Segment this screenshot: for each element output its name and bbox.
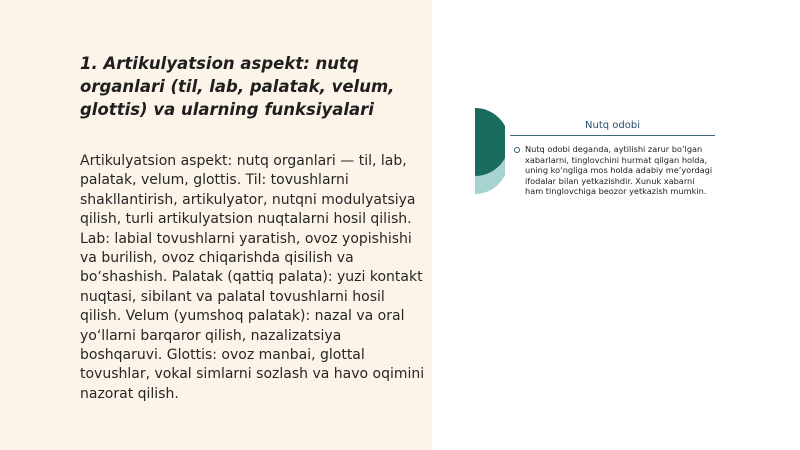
slide-body-text: Artikulyatsion aspekt: nutq organlari — til, lab, palatak, velum, glottis. Til: tovushlarni shakllantirish, artikulyator, nutqni modulyatsiya qilish, turli artikulyatsion nuqtalarni hosil qilish. Lab: labial tovushlarni yaratish, ovoz yopishishi va burilish, ovoz chiqarishda qisilish va bo‘shashish. Palatak (qattiq palata): yuzi kontakt nuqtasi, sibilant va palatal tovushlarni hosil qilish. Velum (yumshoq palatak): nazal va oral yo‘llarni barqaror qilish, nazalizatsiya boshqaruvi. Glottis: ovoz manbai, glottal tovushlar, vokal simlarni sozlash va havo oqimini nazorat qilish. (80, 153, 425, 402)
circle-bullet-icon (514, 147, 520, 153)
inset-image-panel (510, 120, 715, 197)
slide-heading: 1. Artikulyatsion aspekt: nutq organlari (til, lab, palatak, velum, glottis) va ularning funksiyalari (80, 54, 395, 119)
decorative-half-circles (475, 108, 505, 198)
inset-item-text: Nutq odobi deganda, aytilishi zarur bo‘lgan xabarlarni, tinglovchini hurmat qilgan holda, uning ko‘ngliga mos holda adabiy me’yordagi ifodalar bilan yetkazishdir. Xunuk xabarni ham tinglovchiga beozor yetkazish mumkin. (525, 144, 713, 197)
inset-list-item (514, 144, 715, 197)
inset-title: Nutq odobi (510, 120, 715, 136)
